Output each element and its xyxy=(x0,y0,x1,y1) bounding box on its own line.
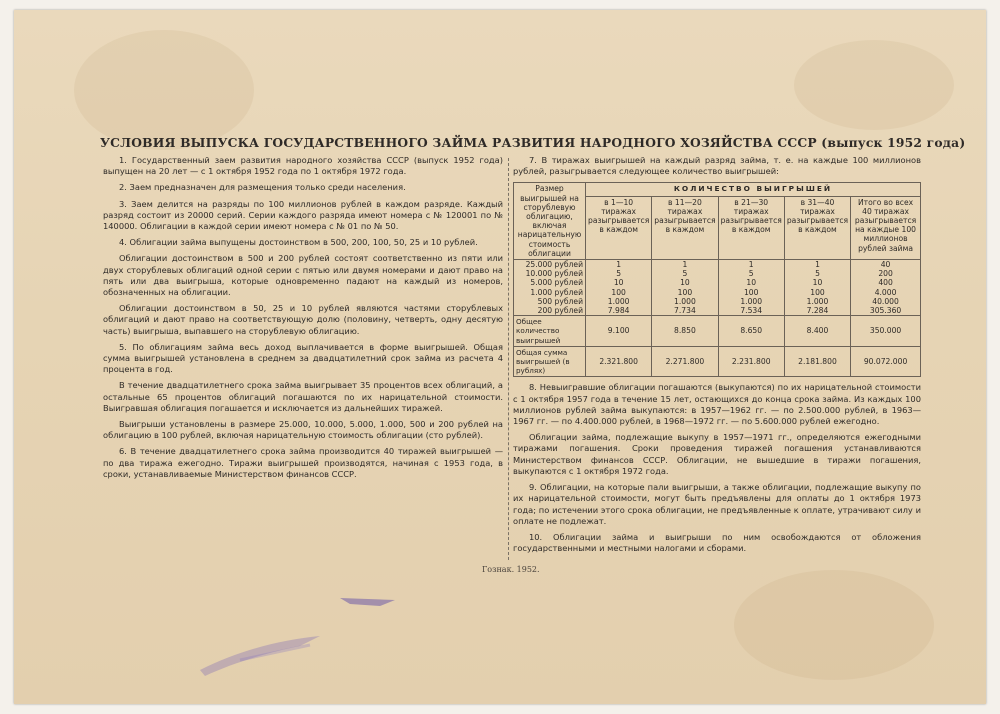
prize-row xyxy=(514,278,921,287)
paper-stain xyxy=(734,570,934,680)
table-cell: 1 xyxy=(784,260,850,270)
column-divider xyxy=(508,158,509,560)
table-cell: 10 xyxy=(784,278,850,287)
paragraph: 5. По облигациям займа весь доход выплачивается в форме выигрышей. Общая сумма выигрышей установлена в среднем за двадцатилетний срок займа из расчета 4 процента в год. xyxy=(103,341,503,375)
table-cell: 7.734 xyxy=(652,306,718,316)
table-cell: 1 xyxy=(586,260,652,270)
col-header: в 31—40 тиражах разыгрывается в каждом xyxy=(784,196,850,259)
prize-table xyxy=(513,182,921,377)
right-paragraphs xyxy=(513,382,921,554)
ink-stamp-mark xyxy=(180,590,410,680)
prize-row xyxy=(514,306,921,316)
table-cell: 400 xyxy=(851,278,921,287)
table-cell: 100 xyxy=(718,288,784,297)
col-header: в 1—10 тиражах разыгрывается в каждом xyxy=(586,196,652,259)
prize-size-cell: 5.000 рублей xyxy=(514,278,586,287)
table-cell: 1.000 xyxy=(652,297,718,306)
table-cell: 8.400 xyxy=(784,316,850,347)
table-cell: 7.984 xyxy=(586,306,652,316)
prize-row xyxy=(514,269,921,278)
table-cell: 200 xyxy=(851,269,921,278)
table-cell: 10 xyxy=(586,278,652,287)
prize-row xyxy=(514,288,921,297)
col-header: в 11—20 тиражах разыгрывается в каждом xyxy=(652,196,718,259)
table-cell: 40.000 xyxy=(851,297,921,306)
total-count-label: Общее количество выигрышей xyxy=(514,316,586,347)
printer-imprint: Гознак. 1952. xyxy=(482,565,540,574)
table-cell: 1.000 xyxy=(718,297,784,306)
table-cell: 40 xyxy=(851,260,921,270)
total-count-row xyxy=(514,316,921,347)
prize-size-cell: 500 рублей xyxy=(514,297,586,306)
paragraph: 4. Облигации займа выпущены достоинством в 500, 200, 100, 50, 25 и 10 рублей. xyxy=(119,237,478,248)
table-cell: 10 xyxy=(718,278,784,287)
paragraph: Облигации достоинством в 500 и 200 рублей состоят соответственно из пяти или двух сторублевых облигаций одной серии с пятью или двумя номерами и дают право на пять или два выигрыша, которые одновременно падают на каждый из номеров, обозначенных на облигации. xyxy=(103,253,503,298)
table-cell: 2.271.800 xyxy=(652,346,718,377)
table-cell: 5 xyxy=(652,269,718,278)
paragraph: 6. В течение двадцатилетнего срока займа производится 40 тиражей выигрышей — по два тиража ежегодно. Тиражи выигрышей производятся, начиная с 1953 года, в сроки, устанавливаемые Министерством финансов СССР. xyxy=(103,446,503,479)
paragraph: 3. Заем делится на разряды по 100 миллионов рублей в каждом разряде. Каждый разряд состоит из 20000 серий. Серии каждого разряда имеют номера с № 120001 по № 140000. Облигации в каждой серии имеют номера с № 01 по № 50. xyxy=(103,198,503,232)
paragraph-7: 7. В тиражах выигрышей на каждый разряд займа, т. е. на каждые 100 миллионов рублей, разыгрывается следующее количество выигрышей: xyxy=(513,155,921,177)
table-cell: 100 xyxy=(652,288,718,297)
table-cell: 1.000 xyxy=(784,297,850,306)
prize-size-cell: 200 рублей xyxy=(514,306,586,316)
paragraph: 10. Облигации займа и выигрыши по ним освобождаются от обложения государственными и местными налогами и сборами. xyxy=(513,531,921,554)
table-cell: 9.100 xyxy=(586,316,652,347)
paper-stain xyxy=(74,30,254,150)
col-header: в 21—30 тиражах разыгрывается в каждом xyxy=(718,196,784,259)
prize-size-cell: 10.000 рублей xyxy=(514,269,586,278)
table-cell: 5 xyxy=(586,269,652,278)
table-cell: 5 xyxy=(718,269,784,278)
paragraph: Облигации займа, подлежащие выкупу в 1957—1971 гг., определяются ежегодными тиражами погашения. Сроки проведения тиражей погашения устанавливаются Министерством финансов СССР. Облигации, не вышедшие в тиражи погашения, выкупаются с 1 октября 1972 года. xyxy=(513,432,921,476)
count-group-header: КОЛИЧЕСТВО ВЫИГРЫШЕЙ xyxy=(586,183,921,196)
prize-row xyxy=(514,260,921,270)
col-header-total: Итого во всех 40 тиражах разыгрывается на каждые 100 миллионов рублей займа xyxy=(851,196,921,259)
table-cell: 90.072.000 xyxy=(851,346,921,377)
table-cell: 2.321.800 xyxy=(586,346,652,377)
table-cell: 100 xyxy=(586,288,652,297)
table-cell: 7.284 xyxy=(784,306,850,316)
table-cell: 1 xyxy=(718,260,784,270)
table-cell: 10 xyxy=(652,278,718,287)
size-header: Размер выигрышей на сторублевую облигацию, включая нарицательную стоимость облигации xyxy=(514,183,586,260)
paragraph: 8. Невыигравшие облигации погашаются (выкупаются) по их нарицательной стоимости с 1 октября 1957 года в течение 15 лет, остающихся до конца срока займа. Из каждых 100 миллионов рублей займа выкупаются: в 1957—1962 гг. — по 2.500.000 рублей, в 1963—1967 гг. — по 4.400.000 рублей, в 1968—1972 гг. — по 5.600.000 рублей ежегодно. xyxy=(513,382,921,427)
paragraph: 2. Заем предназначен для размещения только среди населения. xyxy=(119,182,406,193)
table-cell: 1.000 xyxy=(586,297,652,306)
table-cell: 2.181.800 xyxy=(784,346,850,377)
prize-row xyxy=(514,297,921,306)
table-cell: 5 xyxy=(784,269,850,278)
table-cell: 2.231.800 xyxy=(718,346,784,377)
paper-stain xyxy=(794,40,954,130)
table-cell: 8.650 xyxy=(718,316,784,347)
paragraph: 9. Облигации, на которые пали выигрыши, а также облигации, подлежащие выкупу по их нарицательной стоимости, могут быть предъявлены для оплаты до 1 октября 1973 года; по истечении этого срока облигации, не предъявленные к оплате, утрачивают силу и оплате не подлежат. xyxy=(513,482,921,526)
table-cell: 8.850 xyxy=(652,316,718,347)
paragraph: Выигрыши установлены в размере 25.000, 10.000, 5.000, 1.000, 500 и 200 рублей на облигацию в 100 рублей, включая нарицательную стоимость облигации (сто рублей). xyxy=(103,419,503,441)
table-cell: 350.000 xyxy=(851,316,921,347)
table-cell: 4.000 xyxy=(851,288,921,297)
prize-size-cell: 1.000 рублей xyxy=(514,288,586,297)
table-cell: 1 xyxy=(652,260,718,270)
table-cell: 7.534 xyxy=(718,306,784,316)
total-sum-row xyxy=(514,346,921,377)
left-column xyxy=(103,155,503,485)
total-sum-label: Общая сумма выигрышей (в рублях) xyxy=(514,346,586,377)
paragraph: 1. Государственный заем развития народного хозяйства СССР (выпуск 1952 года) выпущен на 20 лет — с 1 октября 1952 года по 1 октября 1972 года. xyxy=(103,155,503,177)
prize-size-cell: 25.000 рублей xyxy=(514,260,586,270)
document-title: УСЛОВИЯ ВЫПУСКА ГОСУДАРСТВЕННОГО ЗАЙМА РАЗВИТИЯ НАРОДНОГО ХОЗЯЙСТВА СССР (выпуск 1952 года) xyxy=(100,135,966,150)
table-cell: 100 xyxy=(784,288,850,297)
paragraph: Облигации достоинством в 50, 25 и 10 рублей являются частями сторублевых облигаций и дают право на соответствующую долю (половину, четверть, одну десятую часть) выигрыша, выпавшего на сторублевую облигацию. xyxy=(103,303,503,336)
right-column xyxy=(513,155,921,559)
table-cell: 305.360 xyxy=(851,306,921,316)
paragraph: В течение двадцатилетнего срока займа выигрывает 35 процентов всех облигаций, а остальные 65 процентов облигаций погашаются по их нарицательной стоимости. Выигравшая облигация погашается и исключается из дальнейших тиражей. xyxy=(103,380,503,413)
